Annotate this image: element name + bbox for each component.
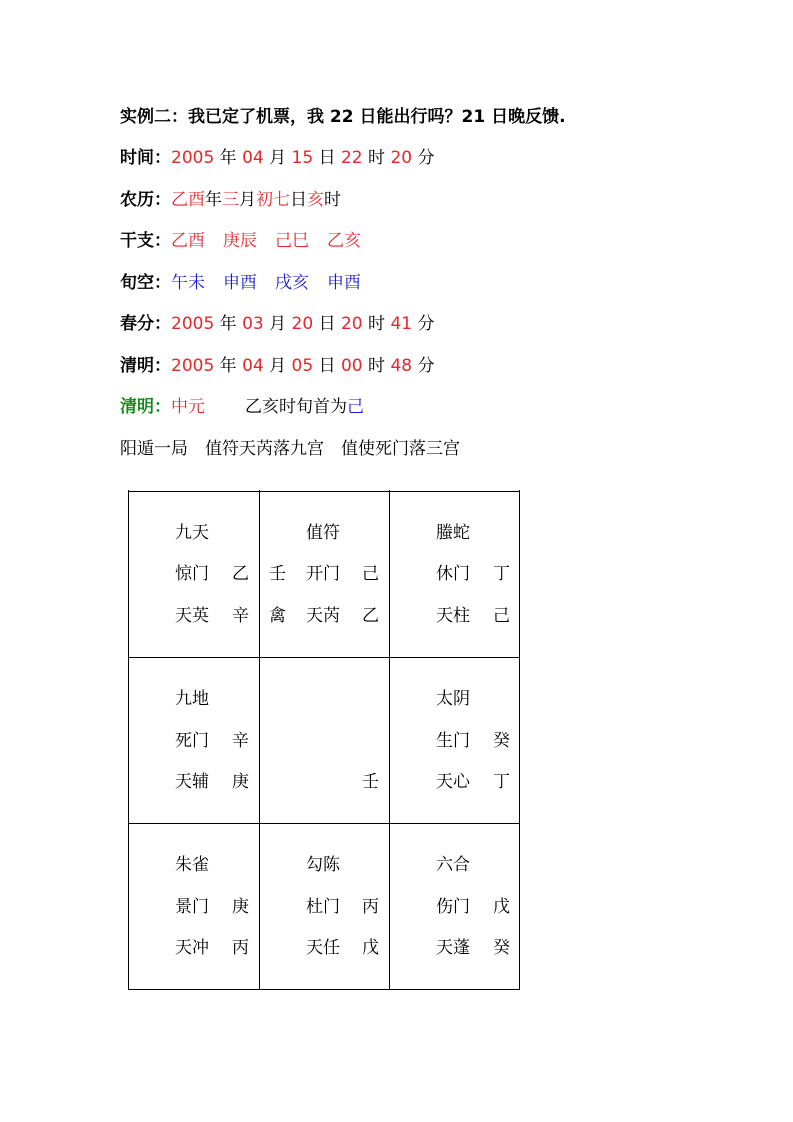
yuan-line [120,396,364,418]
palace-bot-left-star-stem: 丙 [232,938,249,958]
qingming-month: 04 [242,356,264,376]
palace-top-left-door: 惊门 [175,564,209,584]
palace-top-mid-deity: 值符 [306,523,340,543]
qingming-hour: 00 [340,356,363,376]
time-year-unit: 年 [219,148,237,168]
ganzhi-year: 乙酉 [171,231,205,251]
palace-top-right-door: 休门 [436,564,470,584]
xunshou-text: 乙亥时旬首为 [245,397,347,417]
qingming-minute: 48 [390,356,413,376]
chunfen-minute-unit: 分 [417,314,435,334]
chunfen-year-unit: 年 [219,314,237,334]
xunkong-month: 申酉 [223,273,257,293]
ganzhi-line [120,230,361,252]
qingming-label: 清明： [120,356,171,376]
xunkong-hour: 申酉 [327,273,361,293]
palace-bot-left-star: 天冲 [175,938,209,958]
palace-mid-left-door-stem: 辛 [232,731,249,751]
xunkong-label: 旬空： [120,273,171,293]
lunar-day-unit: 日 [290,190,307,210]
xunkong-year: 午未 [171,273,205,293]
palace-top-mid-door: 开门 [306,564,340,584]
qingming-minute-unit: 分 [417,356,435,376]
qingming-year-unit: 年 [219,356,237,376]
lunar-hour: 亥 [307,190,324,210]
lunar-month: 三 [222,190,239,210]
palace-bot-mid-deity: 勾陈 [306,855,340,875]
grid-rule-right [519,490,520,990]
palace-top-left-star: 天英 [175,606,209,626]
palace-mid-right-star: 天心 [436,772,470,792]
palace-mid-left-star: 天辅 [175,772,209,792]
palace-bot-right-star: 天蓬 [436,938,470,958]
qingming-day-unit: 日 [318,356,336,376]
palace-top-mid-door-stem: 己 [362,564,379,584]
ganzhi-month: 庚辰 [223,231,257,251]
palace-mid-mid-stem: 壬 [362,772,379,792]
chunfen-line [120,313,434,335]
qingming-year: 2005 [171,356,215,376]
qingming-day: 05 [291,356,314,376]
palace-bot-mid-door-stem: 丙 [362,897,379,917]
palace-mid-right-deity: 太阴 [436,689,470,709]
lunar-day: 初七 [256,190,290,210]
time-day: 15 [291,148,314,168]
palace-mid-right-door: 生门 [436,731,470,751]
document-title: 实例二：我已定了机票，我 22 日能出行吗？21 日晚反馈. [120,107,566,127]
chunfen-hour: 20 [340,314,363,334]
lunar-line [120,189,341,211]
ganzhi-day: 己巳 [275,231,309,251]
grid-rule-bottom [128,989,520,990]
time-minute-unit: 分 [417,148,435,168]
grid-rule-2 [128,823,520,824]
palace-top-right-star: 天柱 [436,606,470,626]
chunfen-day: 20 [291,314,314,334]
palace-top-mid-star-prefix: 禽 [269,606,286,626]
chunfen-day-unit: 日 [318,314,336,334]
palace-mid-left-door: 死门 [175,731,209,751]
palace-bot-right-door: 伤门 [436,897,470,917]
lunar-year: 乙酉 [171,190,205,210]
palace-top-right-deity: 螣蛇 [436,523,470,543]
grid-rule-left [128,490,129,990]
chunfen-minute: 41 [390,314,413,334]
ganzhi-hour: 乙亥 [327,231,361,251]
time-year: 2005 [171,148,215,168]
palace-bot-mid-star-stem: 戊 [362,938,379,958]
palace-bot-mid-star: 天任 [306,938,340,958]
time-month-unit: 月 [269,148,287,168]
palace-mid-right-door-stem: 癸 [493,731,510,751]
chunfen-label: 春分： [120,314,171,334]
qingming-line [120,355,434,377]
palace-bot-left-door: 景门 [175,897,209,917]
yuan-label: 清明： [120,397,171,417]
palace-bot-right-deity: 六合 [436,855,470,875]
grid-rule-top [128,491,520,492]
lunar-month-unit: 月 [239,190,256,210]
palace-bot-left-deity: 朱雀 [175,855,209,875]
time-minute: 20 [390,148,413,168]
palace-top-mid-door-prefix: 壬 [269,564,286,584]
grid-rule-1 [128,657,520,658]
palace-mid-left-star-stem: 庚 [232,772,249,792]
palace-top-mid-star: 天芮 [306,606,340,626]
qingming-hour-unit: 时 [368,356,386,376]
palace-bot-mid-door: 杜门 [306,897,340,917]
palace-top-right-star-stem: 己 [493,606,510,626]
palace-top-left-star-stem: 辛 [232,606,249,626]
chunfen-month-unit: 月 [269,314,287,334]
ju-line: 阳遁一局 值符天芮落九宫 值使死门落三宫 [120,439,460,459]
chunfen-year: 2005 [171,314,215,334]
palace-top-left-deity: 九天 [175,523,209,543]
palace-top-right-door-stem: 丁 [493,564,510,584]
xunkong-day: 戌亥 [275,273,309,293]
qingming-month-unit: 月 [269,356,287,376]
palace-top-mid-star-stem: 乙 [362,606,379,626]
lunar-label: 农历： [120,190,171,210]
grid-rule-v2 [389,490,390,990]
chunfen-hour-unit: 时 [368,314,386,334]
xunshou-head: 己 [347,397,364,417]
grid-rule-v1 [259,490,260,990]
yuan-value: 中元 [171,397,205,417]
palace-top-left-door-stem: 乙 [232,564,249,584]
nine-palace-grid [128,490,520,990]
palace-bot-right-door-stem: 戊 [493,897,510,917]
palace-mid-right-star-stem: 丁 [493,772,510,792]
palace-bot-left-door-stem: 庚 [232,897,249,917]
lunar-hour-unit: 时 [324,190,341,210]
time-day-unit: 日 [318,148,336,168]
lunar-year-unit: 年 [205,190,222,210]
chunfen-month: 03 [242,314,264,334]
palace-mid-left-deity: 九地 [175,689,209,709]
time-hour: 22 [340,148,363,168]
xunkong-line [120,272,361,294]
time-line [120,147,434,169]
time-label: 时间： [120,148,171,168]
time-hour-unit: 时 [368,148,386,168]
palace-bot-right-star-stem: 癸 [493,938,510,958]
time-month: 04 [242,148,264,168]
ganzhi-label: 干支： [120,231,171,251]
